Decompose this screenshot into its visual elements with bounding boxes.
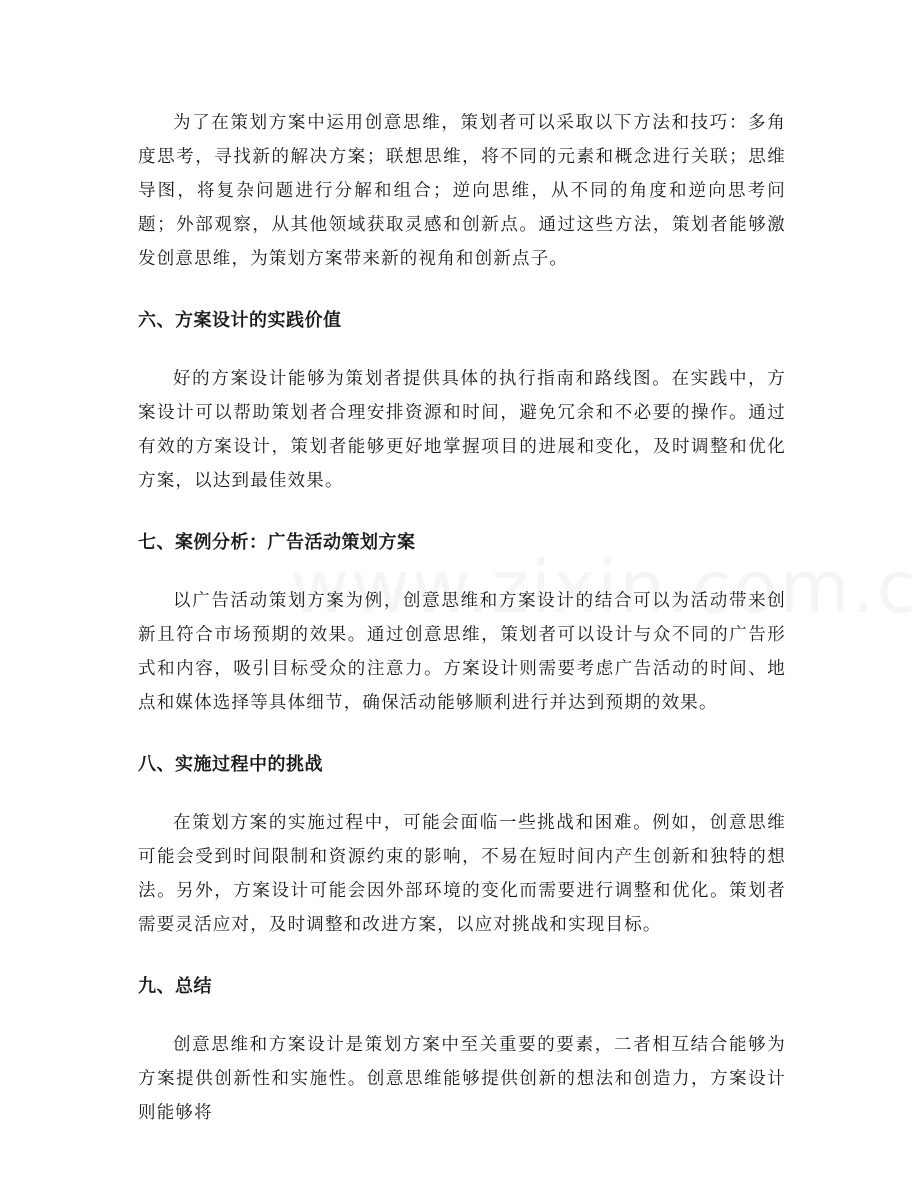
document-body: [138, 106, 786, 1130]
section-6-paragraph: 好的方案设计能够为策划者提供具体的执行指南和路线图。在实践中，方案设计可以帮助策划者合理安排资源和时间，避免冗余和不必要的操作。通过有效的方案设计，策划者能够更好地掌握项目的进展和变化，及时调整和优化方案，以达到最佳效果。: [138, 369, 786, 491]
section-7-paragraph: 以广告活动策划方案为例，创意思维和方案设计的结合可以为活动带来创新且符合市场预期的效果。通过创意思维，策划者可以设计与众不同的广告形式和内容，吸引目标受众的注意力。方案设计则需要考虑广告活动的时间、地点和媒体选择等具体细节，确保活动能够顺利进行并达到预期的效果。: [138, 591, 786, 713]
section-heading-9: 九、总结: [138, 976, 212, 997]
section-heading-6: 六、方案设计的实践价值: [138, 310, 342, 331]
section-heading-8: 八、实施过程中的挑战: [138, 754, 323, 775]
section-heading-7: 七、案例分析：广告活动策划方案: [138, 532, 416, 553]
intro-paragraph: 为了在策划方案中运用创意思维，策划者可以采取以下方法和技巧：多角度思考，寻找新的解决方案；联想思维，将不同的元素和概念进行关联；思维导图，将复杂问题进行分解和组合；逆向思维，从不同的角度和逆向思考问题；外部观察，从其他领域获取灵感和创新点。通过这些方法，策划者能够激发创意思维，为策划方案带来新的视角和创新点子。: [138, 113, 786, 269]
section-8-paragraph: 在策划方案的实施过程中，可能会面临一些挑战和困难。例如，创意思维可能会受到时间限制和资源约束的影响，不易在短时间内产生创新和独特的想法。另外，方案设计可能会因外部环境的变化而需要进行调整和优化。策划者需要灵活应对，及时调整和改进方案，以应对挑战和实现目标。: [138, 813, 786, 935]
section-9-paragraph: 创意思维和方案设计是策划方案中至关重要的要素，二者相互结合能够为方案提供创新性和实施性。创意思维能够提供创新的想法和创造力，方案设计则能够将: [138, 1035, 786, 1123]
